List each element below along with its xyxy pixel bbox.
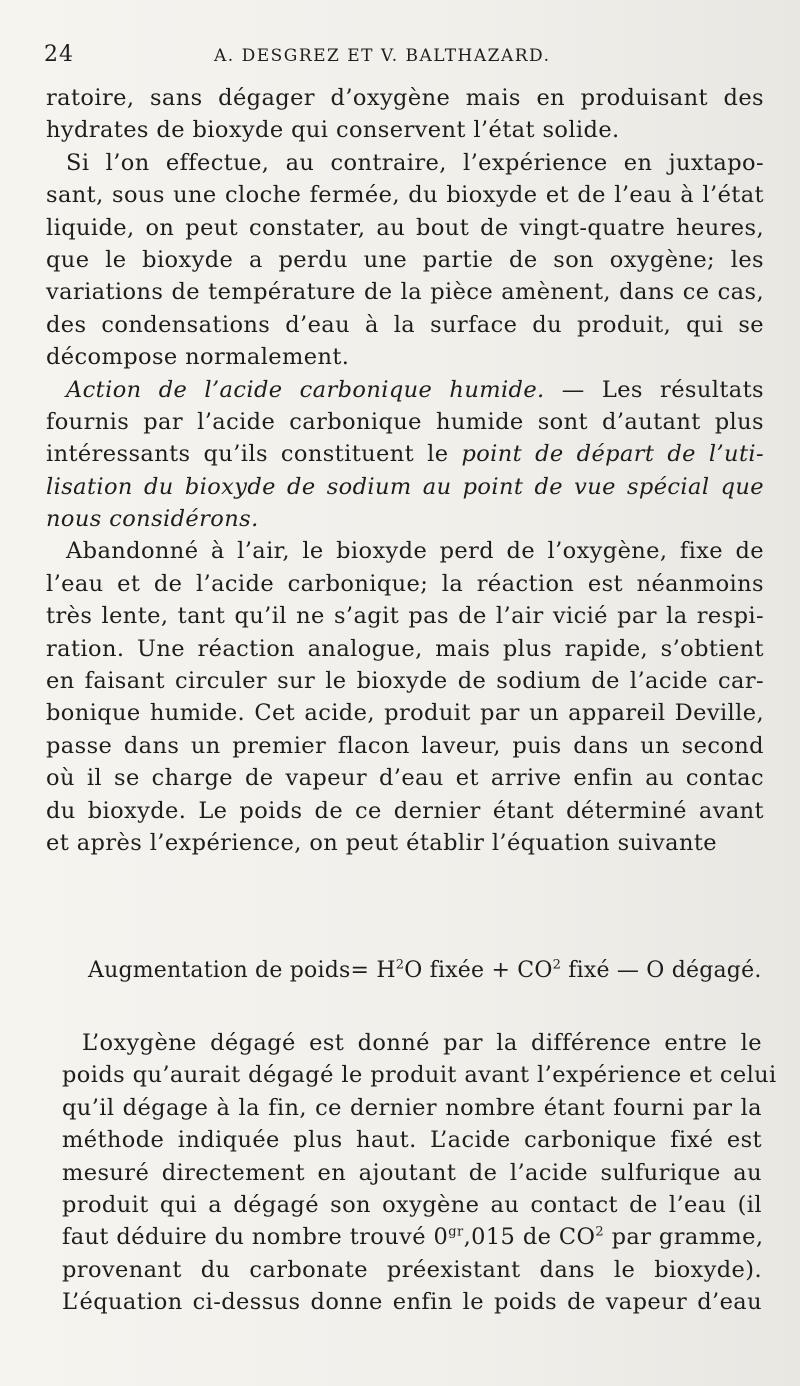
text-line: variations de température de la pièce amènent, dans ce cas,: [46, 279, 764, 306]
text-line-with-formula: faut déduire du nombre trouvé $0^{gr},015$ de $CO^2$ par gramme,: [62, 1224, 764, 1251]
equation-term-water: $H^2O$ fixée: [376, 957, 485, 983]
text-line: Abandonné à l’air, le bioxyde perd de l’oxygène, fixe de: [66, 538, 764, 565]
text-line: mesuré directement en ajoutant de l’acide sulfurique au: [62, 1159, 762, 1186]
text-line: décompose normalement.: [46, 344, 350, 371]
text-line: très lente, tant qu’il ne s’agit pas de l’air vicié par la respi-: [46, 603, 764, 630]
text-line: fournis par l’acide carbonique humide sont d’autant plus: [46, 408, 764, 435]
text-italic: point de départ de l’uti-: [461, 441, 764, 468]
plus-sign: +: [491, 958, 511, 983]
text-roman: intéressants qu’ils constituent le: [46, 441, 462, 468]
text-line: hydrates de bioxyde qui conservent l’état solide.: [46, 117, 620, 144]
text-line: méthode indiquée plus haut. L’acide carbonique fixé est: [62, 1127, 762, 1154]
text-line: liquide, on peut constater, au bout de vingt-quatre heures,: [46, 214, 764, 241]
page-header: [44, 42, 756, 76]
equation-term-oxygen: O dégagé.: [646, 958, 762, 983]
text-line: du bioxyde. Le poids de ce dernier étant déterminé avant: [46, 797, 764, 824]
text-line: provenant du carbonate préexistant dans le bioxyde).: [62, 1256, 762, 1283]
text-line: produit qui a dégagé son oxygène au contact de l’eau (il: [62, 1191, 762, 1218]
equation-term-co2: $CO^2$ fixé: [517, 957, 610, 983]
equation-left: Augmentation de poids: [88, 958, 351, 983]
text-line: qu’il dégage à la fin, ce dernier nombre étant fourni par la: [62, 1094, 762, 1121]
equation: [88, 958, 778, 983]
text-line: en faisant circuler sur le bioxyde de sodium de l’acide car-: [46, 668, 764, 695]
page-number: 24: [44, 42, 74, 67]
main-text-continued: [62, 1027, 777, 1319]
text-line: Si l’on effectue, au contraire, l’expérience en juxtapo-: [66, 149, 764, 176]
section-heading-line: [46, 374, 764, 406]
text-line-mixed: [46, 438, 764, 470]
text-line: et après l’expérience, on peut établir l’équation suivante: [46, 829, 718, 856]
text-line: que le bioxyde a perdu une partie de son oxygène; les: [46, 246, 764, 273]
text-line: ration. Une réaction analogue, mais plus rapide, s’obtient: [46, 635, 764, 662]
section-heading: Action de l’acide carbonique humide.: [66, 376, 545, 403]
minus-sign: —: [616, 958, 640, 983]
main-text: [46, 82, 764, 859]
running-head: A. DESGREZ ET V. BALTHAZARD.: [214, 46, 551, 66]
equals-sign: =: [350, 958, 370, 983]
text-line: L’oxygène dégagé est donné par la différence entre le: [82, 1030, 762, 1056]
text-line-italic: nous considérons.: [46, 506, 259, 533]
text-line: L’équation ci-dessus donne enfin le poids de vapeur d’eau: [62, 1289, 762, 1316]
text-line: l’eau et de l’acide carbonique; la réaction est néanmoins: [46, 570, 764, 597]
text-line: bonique humide. Cet acide, produit par un appareil Deville,: [46, 700, 764, 727]
text-line: poids qu’aurait dégagé le produit avant l’expérience et celui: [62, 1062, 777, 1089]
heading-rest: — Les résultats: [544, 376, 764, 403]
text-line: ratoire, sans dégager d’oxygène mais en produisant des: [46, 85, 764, 111]
text-line: sant, sous une cloche fermée, du bioxyde et de l’eau à l’état: [46, 182, 764, 209]
text-line: passe dans un premier flacon laveur, puis dans un second: [46, 732, 764, 759]
text-line: des condensations d’eau à la surface du produit, qui se: [46, 311, 764, 338]
text-line: où il se charge de vapeur d’eau et arrive enfin au contac: [46, 765, 764, 792]
text-line-italic: lisation du bioxyde de sodium au point de vue spécial que: [46, 473, 764, 500]
